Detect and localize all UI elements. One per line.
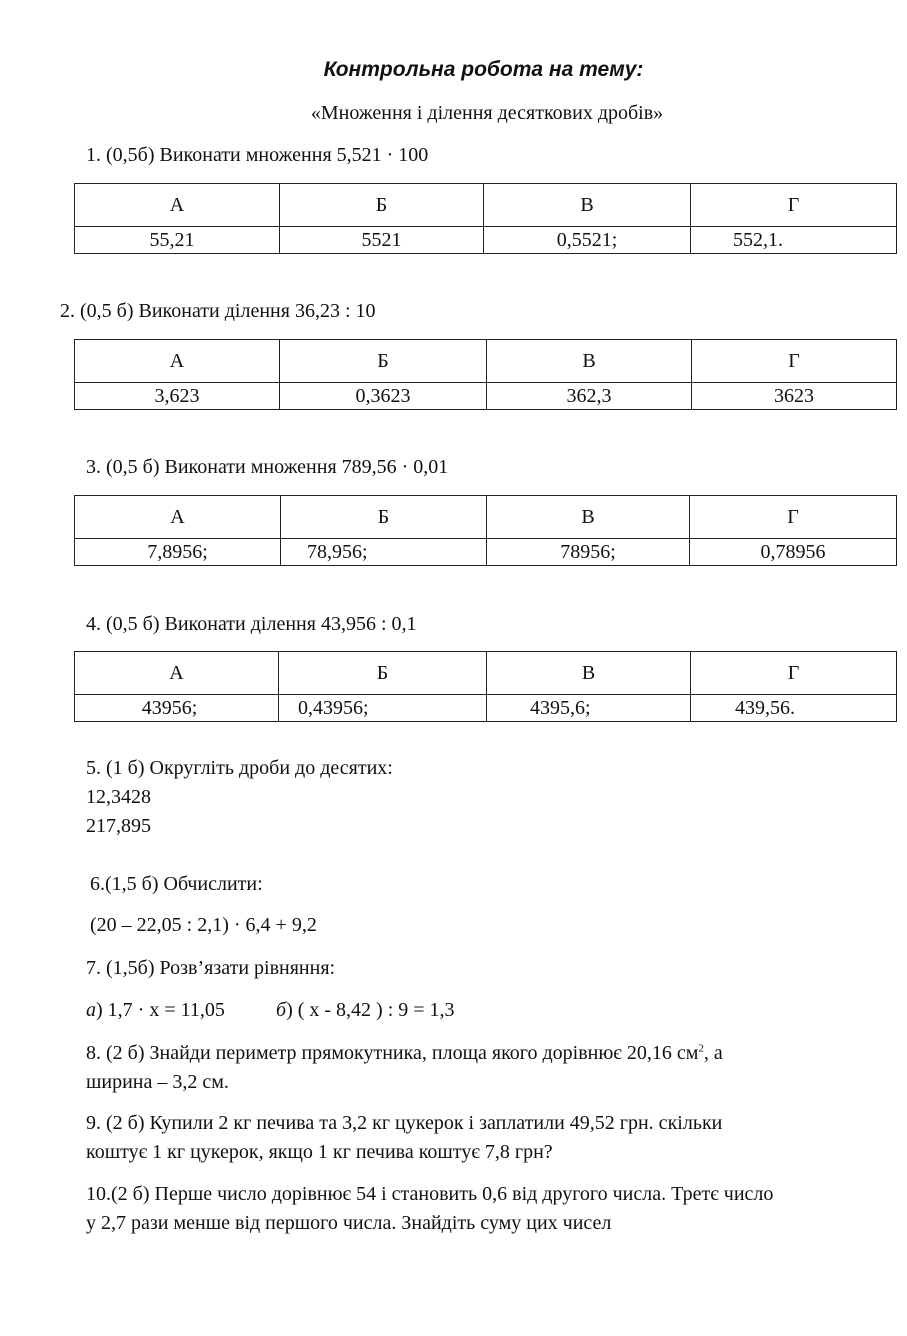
question-3-answers [74,495,897,566]
question-4-answers [74,651,897,722]
equation-a-body: ) 1,7 · х = 11,05 [96,999,225,1021]
equation-b-label: б [276,999,287,1021]
question-4-text: 4. (0,5 б) Виконати ділення 43,956 : 0,1 [86,613,417,635]
option-b-header: Б [280,340,487,383]
option-v-value: 78956; [487,539,690,566]
option-b-header: Б [281,496,487,539]
option-b-value: 78,956; [281,539,487,566]
question-6-text: 6.(1,5 б) Обчислити: [90,873,263,895]
option-b-header: Б [280,184,484,227]
question-10-line-2: у 2,7 рази менше від першого числа. Знайдіть суму цих чисел [86,1212,612,1234]
option-v-value: 4395,6; [487,695,691,722]
option-v-header: В [487,496,690,539]
option-b-value: 0,43956; [279,695,487,722]
equation-b-body: ) ( х - 8,42 ) : 9 = 1,3 [286,999,455,1021]
question-10-line-1: 10.(2 б) Перше число дорівнює 54 і становить 0,6 від другого числа. Третє число [86,1183,774,1205]
option-v-value: 0,5521; [484,227,691,254]
question-2-text: 2. (0,5 б) Виконати ділення 36,23 : 10 [60,300,376,322]
question-7-equation-a [86,998,225,1022]
option-a-value: 7,8956; [75,539,281,566]
question-7-text: 7. (1,5б) Розв’язати рівняння: [86,957,336,979]
equation-a-label: а [86,999,96,1021]
option-v-header: В [487,652,691,695]
option-b-header: Б [279,652,487,695]
option-g-header: Г [692,340,897,383]
option-v-value: 362,3 [487,383,692,410]
option-v-header: В [484,184,691,227]
option-b-value: 0,3623 [280,383,487,410]
option-g-header: Г [690,496,897,539]
question-5-item: 12,3428 [86,786,151,808]
question-9-line-1: 9. (2 б) Купили 2 кг печива та 3,2 кг цукерок і заплатили 49,52 грн. скільки [86,1112,723,1134]
question-2-answers [74,339,897,410]
page-subtitle: «Множення і ділення десяткових дробів» [310,102,664,124]
option-g-value: 552,1. [691,227,897,254]
question-6-expression: (20 – 22,05 : 2,1) · 6,4 + 9,2 [90,914,317,936]
question-7-equation-b [276,998,455,1022]
question-8-line-1 [86,1041,723,1065]
option-g-header: Г [691,652,897,695]
option-a-value: 3,623 [75,383,280,410]
question-5-item: 217,895 [86,815,151,837]
option-a-header: А [75,184,280,227]
question-3-text: 3. (0,5 б) Виконати множення 789,56 · 0,01 [86,456,449,478]
option-a-header: А [75,496,281,539]
page-title: Контрольна робота на тему: [323,58,644,81]
question-1-text: 1. (0,5б) Виконати множення 5,521 · 100 [86,144,429,166]
question-8-text-end: , а [703,1042,723,1064]
question-8-line-2: ширина – 3,2 см. [86,1071,229,1093]
question-5-text: 5. (1 б) Округліть дроби до десятих: [86,757,393,779]
option-a-value: 55,21 [75,227,280,254]
superscript-2: 2 [698,1042,704,1055]
option-g-value: 0,78956 [690,539,897,566]
option-g-header: Г [691,184,897,227]
option-b-value: 5521 [280,227,484,254]
option-g-value: 439,56. [691,695,897,722]
question-1-answers [74,183,897,254]
question-8-text: 8. (2 б) Знайди периметр прямокутника, площа якого дорівнює 20,16 см [86,1042,699,1064]
option-a-header: А [75,340,280,383]
option-g-value: 3623 [692,383,897,410]
option-a-value: 43956; [75,695,279,722]
option-a-header: А [75,652,279,695]
option-v-header: В [487,340,692,383]
question-9-line-2: коштує 1 кг цукерок, якщо 1 кг печива коштує 7,8 грн? [86,1141,553,1163]
